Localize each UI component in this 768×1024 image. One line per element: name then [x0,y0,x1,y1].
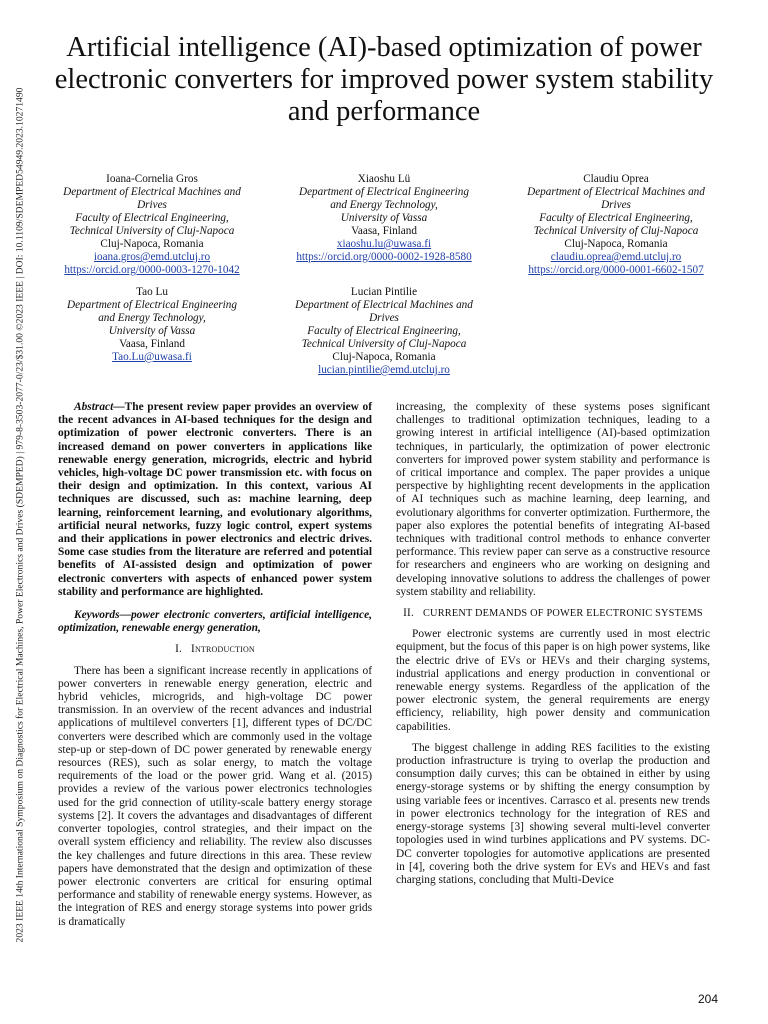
author-affiliation: Department of Electrical Machines and Drives [295,299,473,324]
sidebar-citation [10,80,30,950]
section-number: I. [175,643,183,656]
author-affiliation: Faculty of Electrical Engineering, [539,212,693,224]
author-email-link[interactable]: claudiu.oprea@emd.utcluj.ro [550,251,682,263]
page-number: 204 [697,992,718,1006]
author-email-link[interactable]: Tao.Lu@uwasa.fi [112,351,192,363]
abstract-lead: Abstract [74,401,114,413]
author-affiliation: Technical University of Cluj-Napoca [301,338,467,350]
author-affiliation: and Energy Technology, [330,199,438,211]
section-heading-introduction [58,643,372,656]
right-column [396,401,710,895]
author-orcid-link[interactable]: https://orcid.org/0000-0002-1928-8580 [296,251,472,263]
section-heading-current-demands [396,607,710,620]
author-location: Vaasa, Finland [119,338,185,350]
author-location: Cluj-Napoca, Romania [332,351,436,363]
author-affiliation: University of Vassa [340,212,428,224]
author-name: Xiaoshu Lü [357,173,411,185]
author-block-1 [52,173,252,277]
author-block-2 [284,173,484,264]
abstract [58,401,372,599]
author-affiliation: Faculty of Electrical Engineering, [75,212,229,224]
author-orcid-link[interactable]: https://orcid.org/0000-0003-1270-1042 [64,264,240,276]
author-email-link[interactable]: lucian.pintilie@emd.utcluj.ro [318,364,450,376]
author-affiliation: Department of Electrical Machines and Drives [63,186,241,211]
intro-paragraph-continued: increasing, the complexity of these systems poses significant challenges to traditional optimization techniques, leading to a growing interest in artificial intelligence (AI)-based optimization techniques, in particularly, the optimization of power electronic converters for improved power system stability and performance is of critical importance and complex. The paper provides a unique perspective by highlighting recent developments in the application of AI techniques such as machine learning, deep learning, and evolutionary algorithms for converter optimization. Furthermore, the paper also explores the potential benefits of integrating AI-based techniques with traditional control methods to enhance converter performance. This review paper can serve as a constructive resource for researchers and engineers who are working on designing and developing innovative solutions to address the challenges of power system stability and reliability. [396,401,710,598]
author-block-5 [284,286,484,377]
left-column [58,401,372,937]
author-block-4 [52,286,252,364]
intro-paragraph: There has been a significant increase recently in applications of power converters in renewable energy generation, electric and hybrid vehicles, microgrids, and high-voltage DC power transmission. In an overview of the recent advances and industrial applications of multilevel converters [1], different types of DC/DC converters were described which are commonly used in the voltage step-up or step-down of DC power generated by renewable energy resources (RES), such as solar energy, to match the voltage requirements of the load or the power grid. Wang et al. (2015) provides a review of the various power electronics technologies used for the grid connection of utility-scale battery energy storage systems [2]. It covers the advantages and disadvantages of different converter topologies, control strategies, and their impact on the overall system efficiency and reliability. The review also discusses the key challenges and future directions in this area. These review papers have demonstrated that the design and optimization of these power electronic converters are critical for ensuring optimal performance and stability of renewable energy systems. However, as the integration of RES and energy storage systems into power grids is dramatically [58,664,372,928]
author-email-link[interactable]: ioana.gros@emd.utcluj.ro [93,251,211,263]
keywords: Keywords—power electronic converters, artificial intelligence, optimization, renewable energy generation, [58,609,372,635]
author-name: Ioana-Cornelia Gros [106,173,198,185]
sidebar-citation-text: 2023 IEEE 14th International Symposium on Diagnostics for Electrical Machines, Power Electronics and Drives (SDEMPED) | 979-8-3503-2077-0/23/$31.00 ©2023 IEEE | DOI: 10.1109/SDEMPED54949.2023.10271490 [14,87,26,943]
demands-paragraph-2: The biggest challenge in adding RES facilities to the existing production infrastructure is trying to overlap the production and consumption daily curves; this can be obtained in either by using energy-storage systems or by shifting the energy consumption by using variable fees or incentives. Carrasco et al. presents new trends in power electronics technology for the integration of RES and energy-storage systems [3] showing several multi-level converter topologies used in wind turbines applications and PV systems. DC-DC converter topologies for automotive applications are presented in [4], covering both the drive system for EVs and HEVs and fast charging stations, concluding that Multi-Device [396,741,710,886]
author-affiliation: Faculty of Electrical Engineering, [307,325,461,337]
author-location: Vaasa, Finland [351,225,417,237]
section-number: II. [403,607,414,620]
author-location: Cluj-Napoca, Romania [100,238,204,250]
demands-paragraph-1: Power electronic systems are currently used in most electric equipment, but the focus of this paper is on high power systems, like the electric drive of EVs or HEVs and their charging systems, industrial applications and energy production in conventional or renewable energy systems. Regardless of the application of the power electronic system, the general requirements are energy efficiency, reliability, high power density and communication capabilities. [396,628,710,733]
author-block-3 [516,173,716,277]
section-title: Introduction [191,643,255,656]
author-name: Tao Lu [136,286,168,298]
author-affiliation: and Energy Technology, [98,312,206,324]
section-title: CURRENT DEMANDS OF POWER ELECTRONIC SYSTEMS [422,608,703,620]
author-affiliation: Department of Electrical Engineering [67,299,237,311]
author-affiliation: Technical University of Cluj-Napoca [533,225,699,237]
author-orcid-link[interactable]: https://orcid.org/0000-0001-6602-1507 [528,264,704,276]
author-affiliation: University of Vassa [108,325,196,337]
author-name: Lucian Pintilie [350,286,418,298]
abstract-text: —The present review paper provides an overview of the recent advances in AI-based techniques for the design and optimization of power electronic converters. There is an increased demand on power converters in applications like renewable energy generation, microgrids, electric and hybrid vehicles, high-voltage DC power transmission etc. with focus on their design and optimization. In this context, various AI techniques are discussed, such as: machine learning, deep learning, reinforcement learning, and evolutionary algorithms, artificial neural networks, fuzzy logic control, expert systems and their applications in power electronics and electric drives. Some case studies from the literature are referred and potential benefits of AI-assisted design and optimization of power electronic converters with aspects of enhanced power system stability and performance are highlighted. [58,401,372,598]
author-affiliation: Technical University of Cluj-Napoca [69,225,235,237]
author-affiliation: Department of Electrical Machines and Drives [527,186,705,211]
paper-title: Artificial intelligence (AI)-based optimization of power electronic converters for improved power system stability and performance [54,32,714,127]
author-affiliation: Department of Electrical Engineering [299,186,469,198]
author-name: Claudiu Oprea [583,173,649,185]
author-email-link[interactable]: xiaoshu.lu@uwasa.fi [336,238,432,250]
author-location: Cluj-Napoca, Romania [564,238,668,250]
